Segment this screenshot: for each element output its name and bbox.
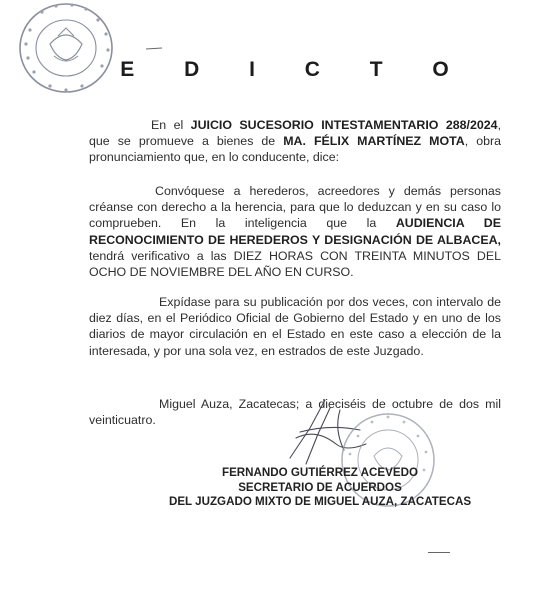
signatory-role: SECRETARIO DE ACUERDOS xyxy=(238,480,402,494)
publication-text: Expídase para su publicación por dos veces, con intervalo de diez días, en el Periódico Oficial de Gobierno del Estado y en uno de los diarios de mayor circulación en el Estado en este caso a elección de la interesada, y por una sola vez, en estrados de este Juzgado. xyxy=(89,295,501,358)
summons-end: tendrá verificativo a las DIEZ HORAS CON TREINTA MINUTOS DEL OCHO DE NOVIEMBRE DEL AÑO EN CURSO. xyxy=(89,248,501,280)
document-title: E D I C T O xyxy=(120,58,471,81)
pen-mark-bottom xyxy=(428,552,450,553)
deceased-name: MA. FÉLIX MARTÍNEZ MOTA xyxy=(283,134,465,149)
paragraph-case xyxy=(89,117,501,166)
summons-start: Convóquese a herederos, acreedores y demás personas créanse con derecho a la herencia, para que lo deduzcan y en su caso lo comprueben. En la inteligencia que la xyxy=(89,184,501,231)
paragraph-intro: En el xyxy=(151,118,191,132)
court-seal-icon xyxy=(12,0,120,100)
hearing-name: AUDIENCIA DE RECONOCIMIENTO DE HEREDEROS Y DESIGNACIÓN DE ALBACEA, xyxy=(89,216,501,247)
place-date: Miguel Auza, Zacatecas; a dieciséis de octubre de dos mil veinticuatro. xyxy=(89,397,501,428)
paragraph-publication xyxy=(89,294,501,359)
pen-mark xyxy=(146,47,162,49)
signatory-court: DEL JUZGADO MIXTO DE MIGUEL AUZA, ZACATECAS xyxy=(168,495,472,508)
signature-block xyxy=(120,466,520,510)
paragraph-end: , obra pronunciamiento que, en lo conducente, dice: xyxy=(89,134,501,165)
paragraph-middle: , que se promueve a bienes de xyxy=(89,118,502,149)
case-number: JUICIO SUCESORIO INTESTAMENTARIO 288/2024 xyxy=(190,118,498,132)
paragraph-summons xyxy=(89,183,501,280)
signatory-name: FERNANDO GUTIÉRREZ ACEVEDO xyxy=(221,466,419,479)
